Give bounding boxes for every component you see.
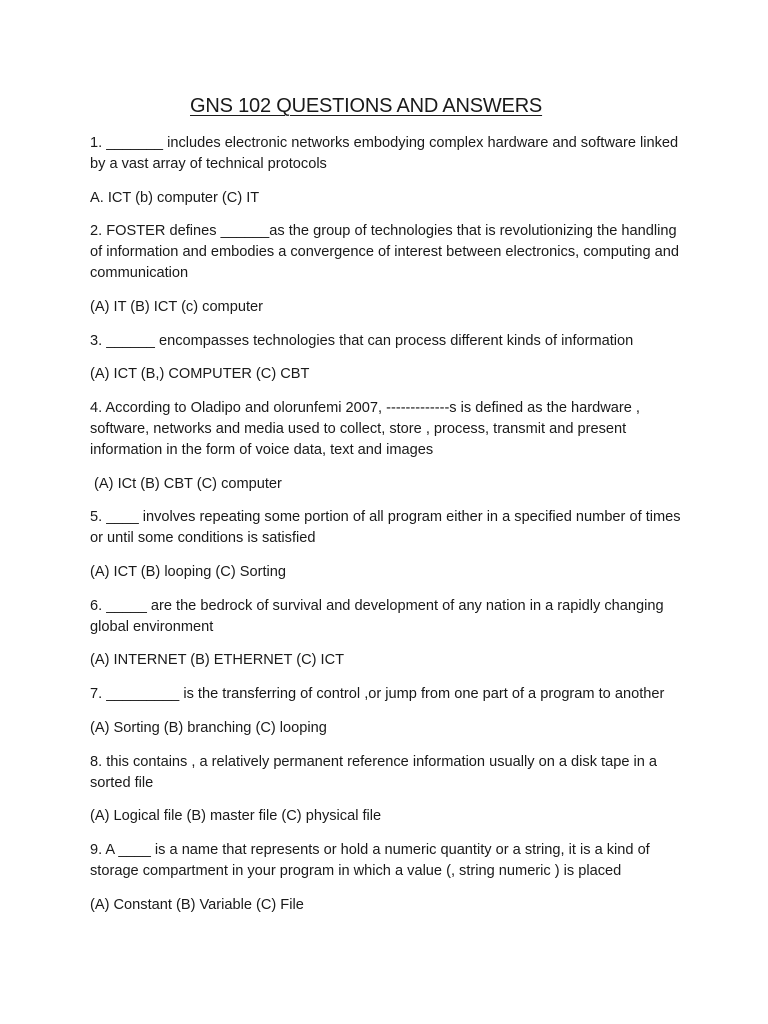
document-title: GNS 102 QUESTIONS AND ANSWERS [190,95,543,117]
question-9-text: 9. A ____ is a name that represents or hold a numeric quantity or a string, it is a kind of storage compartment in your program in which a value (, string numeric ) is placed [90,842,650,879]
question-3-options: (A) ICT (B,) COMPUTER (C) CBT [90,366,310,383]
question-2-options: (A) IT (B) ICT (c) computer [90,298,263,315]
question-1-options: A. ICT (b) computer (C) IT [90,189,260,206]
question-4-text: 4. According to Oladipo and olorunfemi 2007, -------------s is defined as the hardware , software, networks and media used to collect, store , process, transmit and present information in the form of voice data, text and images [90,400,640,458]
question-7-options: (A) Sorting (B) branching (C) looping [90,719,327,736]
question-5-text: 5. ____ involves repeating some portion of all program either in a specified number of times or until some conditions is satisfied [90,509,681,547]
question-2-text: 2. FOSTER defines ______as the group of technologies that is revolutionizing the handling of information and embodies a convergence of interest between electronics, computing and communication [90,223,679,281]
question-4-options: (A) ICt (B) CBT (C) computer [90,475,282,492]
question-list [90,133,690,929]
question-6-text: 6. _____ are the bedrock of survival and development of any nation in a rapidly changing global environment [90,597,664,635]
question-1-text: 1. _______ includes electronic networks embodying complex hardware and software linked by a vast array of technical protocols [90,135,679,172]
question-9-options: (A) Constant (B) Variable (C) File [90,896,304,913]
question-5-options: (A) ICT (B) looping (C) Sorting [90,563,286,580]
question-3-text: 3. ______ encompasses technologies that can process different kinds of information [90,332,634,349]
question-6-options: (A) INTERNET (B) ETHERNET (C) ICT [90,652,345,669]
question-7-text: 7. _________ is the transferring of control ,or jump from one part of a program to another [90,686,665,703]
question-8-text: 8. this contains , a relatively permanent reference information usually on a disk tape in a sorted file [90,753,658,791]
question-8-options: (A) Logical file (B) master file (C) physical file [90,808,382,825]
